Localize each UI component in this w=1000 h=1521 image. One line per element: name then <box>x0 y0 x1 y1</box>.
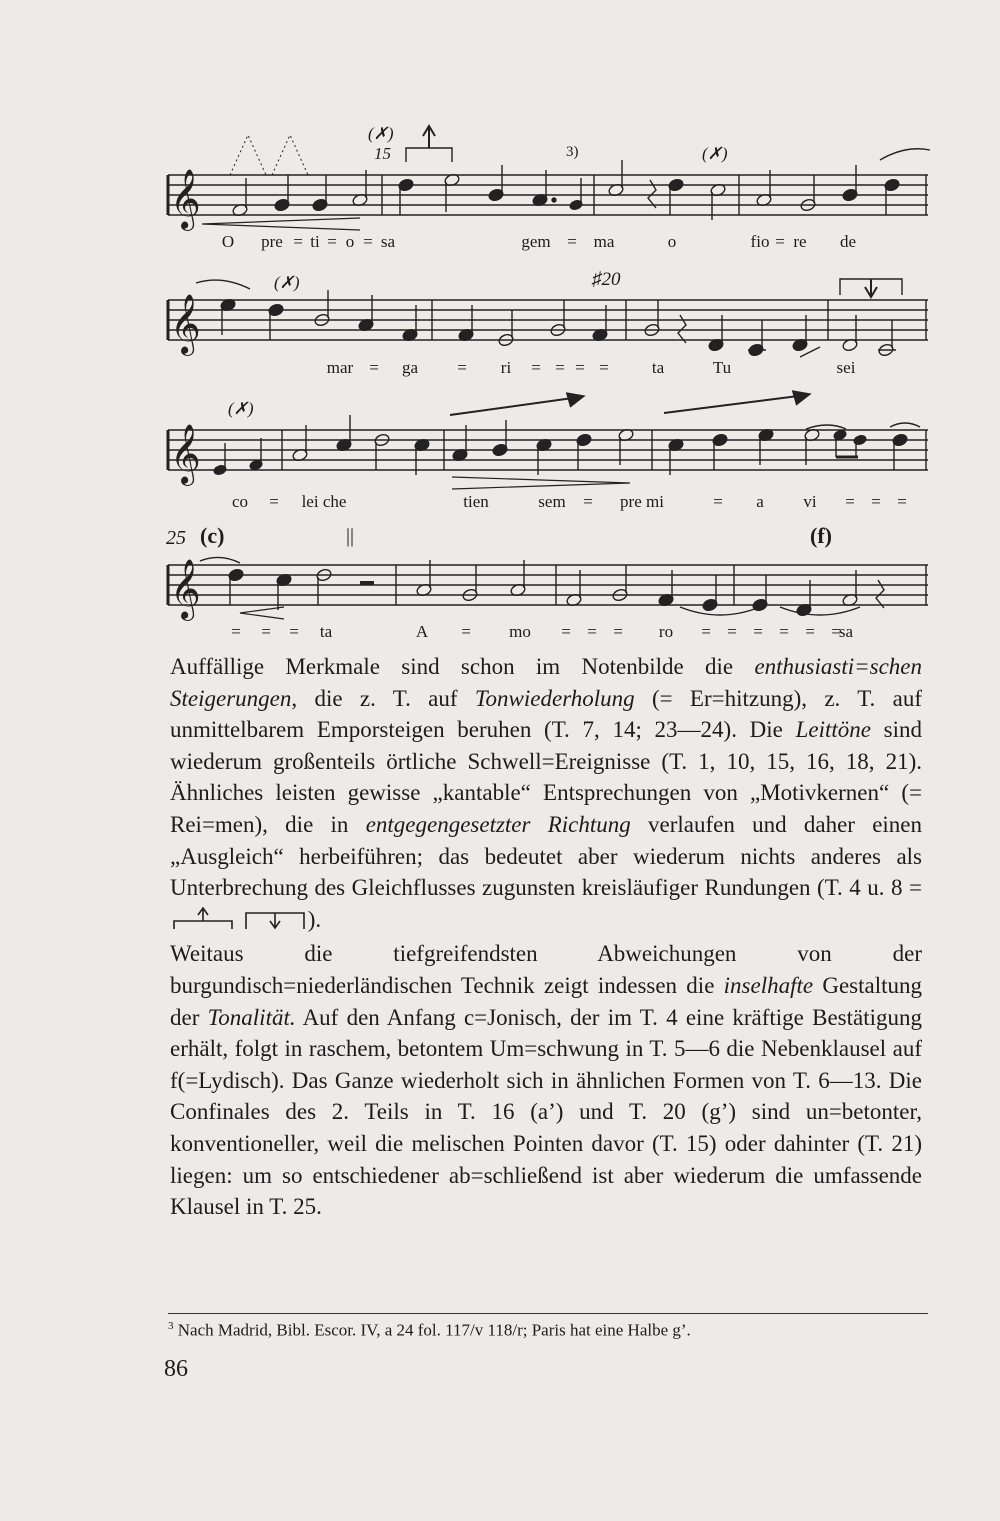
footnote <box>168 1313 928 1341</box>
text-run: , die z. T. auf <box>291 685 475 711</box>
staff-1-notation <box>160 120 930 240</box>
staff-3-notation <box>160 385 930 505</box>
text-run: (= Er=hitzung), z. T. auf unmittelbarem Emporsteigen beruhen (T. 7, 14; 23—24). Die <box>170 685 922 743</box>
lyric-syllable: = <box>369 358 379 377</box>
lyric-syllable: = <box>231 622 241 641</box>
footnote-text: Nach Madrid, Bibl. Escor. IV, a 24 fol. 117/v 118/r; Paris hat eine Halbe g’. <box>177 1320 691 1340</box>
lyric-syllable: gem <box>521 232 551 251</box>
music-system-3 <box>160 385 930 511</box>
text-run: ). <box>307 906 322 932</box>
lyric-syllable: mo <box>509 622 531 641</box>
double-barline-mark: || <box>346 525 355 547</box>
text-run: Auf den Anfang c=Jonisch, der im T. 4 eine kräftige Bestätigung erhält, folgt in raschem, betontem Um=schwung in T. 5—6 die Nebenklausel auf f(=Lydisch). Das Ganze wiederholt sich in ähnlichen Formen von T. 6—13. Die Confinales des 2. Teils in T. 16 (a’) und T. 20 (g’) sind un=betonter, konventioneller, weil die melischen Pointen davor (T. 15) oder dahinter (T. 21) liegen: um so entschiedener ab=schließend ist aber wiederum die umfassende Klausel in T. 25. <box>170 1004 923 1220</box>
lyric-syllable: tien <box>463 492 489 511</box>
lyrics-line-2 <box>160 358 930 384</box>
lyric-syllable: = <box>269 492 279 511</box>
lyric-syllable: = <box>701 622 711 641</box>
svg-text:𝄞: 𝄞 <box>170 169 201 229</box>
lyric-syllable: o <box>667 232 677 251</box>
lyric-syllable: pre mi <box>620 492 664 511</box>
emphasis: Tonalität. <box>207 1004 296 1030</box>
svg-text:𝄞: 𝄞 <box>170 424 201 484</box>
footnote-ref-mark: (✗) <box>368 124 394 143</box>
lyric-syllable: sem <box>538 492 566 511</box>
lyric-syllable: = <box>753 622 763 641</box>
lyric-syllable: = <box>555 358 565 377</box>
body-text <box>170 651 922 1223</box>
lyric-syllable: ta <box>319 622 333 641</box>
lyric-syllable: = <box>805 622 815 641</box>
lyric-syllable: ro <box>658 622 674 641</box>
lyric-syllable: = <box>561 622 571 641</box>
lyric-syllable: A <box>415 622 429 641</box>
label-c: (c) <box>200 523 225 548</box>
lyric-syllable: = <box>775 232 785 251</box>
footnote-marker: 3 <box>168 1320 174 1332</box>
text-run: Weitaus die tiefgreifendsten Abweichungen von der burgundisch=niederländischen Technik zeigt indessen die <box>170 941 922 998</box>
lyric-syllable: = <box>327 232 337 251</box>
svg-text:𝄞: 𝄞 <box>170 559 201 619</box>
emphasis: inselhafte <box>723 972 814 998</box>
lyric-syllable: lei che <box>301 492 347 511</box>
measure-number: 25 <box>166 527 186 549</box>
text-run: Auffällige Merkmale sind schon im Notenbilde die <box>170 654 755 679</box>
lyric-syllable: = <box>871 492 881 511</box>
paragraph-1 <box>170 651 922 935</box>
measure-number: 15 <box>374 144 391 163</box>
text-run: sind wiederum großenteils örtliche Schwell=Ereignisse (T. 1, 10, 15, 16, 18, 21). Ähnliches leisten gewisse „kantable“ Entsprechungen von „Motivkernen“ (= Rei=men), die in <box>170 717 922 837</box>
lyric-syllable: ti <box>310 232 320 251</box>
label-f: (f) <box>810 523 832 548</box>
lyric-syllable: O <box>221 232 235 251</box>
lyric-syllable: = <box>845 492 855 511</box>
text-run: verlaufen und daher einen „Ausgleich“ herbeiführen; das bedeutet aber wiederum nichts anderes als Unterbrechung des Gleichflusses zugunsten kreisläufiger Rundungen (T. 4 u. 8 = <box>170 811 923 901</box>
lyric-syllable: = <box>713 492 723 511</box>
lyric-syllable: vi <box>803 492 817 511</box>
lyric-syllable: mar <box>326 358 354 377</box>
emphasis: entgegengesetzter Richtung <box>365 811 631 837</box>
lyric-syllable: Tu <box>712 358 732 377</box>
lyric-syllable: o <box>345 232 355 251</box>
emphasis: Leittöne <box>795 717 871 743</box>
lyric-syllable: sei <box>836 358 856 377</box>
lyric-syllable: = <box>461 622 471 641</box>
paragraph-2 <box>170 938 922 1222</box>
lyric-syllable: sa <box>380 232 396 251</box>
music-system-2 <box>160 255 930 375</box>
text-run: Gestaltung der <box>170 972 922 1030</box>
lyric-syllable: = <box>289 622 299 641</box>
lyric-syllable: = <box>587 622 597 641</box>
lyric-syllable: fio <box>750 232 770 251</box>
lyric-syllable: ta <box>651 358 665 377</box>
x-mark: (✗) <box>274 273 300 292</box>
up-arrow-bracket-icon <box>170 907 236 931</box>
lyric-syllable: = <box>457 358 467 377</box>
page-number: 86 <box>164 1356 188 1382</box>
lyric-syllable: = <box>779 622 789 641</box>
music-system-1 <box>160 120 930 251</box>
lyric-syllable: = <box>531 358 541 377</box>
lyric-syllable: = <box>599 358 609 377</box>
lyric-syllable: = <box>567 232 577 251</box>
lyric-syllable: de <box>839 232 857 251</box>
music-system-4 <box>160 515 930 641</box>
lyric-syllable: = <box>583 492 593 511</box>
lyric-syllable: re <box>793 232 807 251</box>
lyrics-line-4 <box>160 622 930 648</box>
lyric-syllable: = <box>897 492 907 511</box>
down-arrow-bracket-icon <box>242 907 308 931</box>
lyric-syllable: = <box>261 622 271 641</box>
lyric-syllable: = <box>293 232 303 251</box>
emphasis: Tonwiederholung <box>474 685 635 711</box>
measure-number: ♯20 <box>592 269 621 290</box>
x-mark: (✗) <box>702 144 728 163</box>
lyric-syllable: = <box>727 622 737 641</box>
svg-text:𝄞: 𝄞 <box>170 294 201 354</box>
lyric-syllable: a <box>756 492 764 511</box>
lyric-syllable: = <box>613 622 623 641</box>
footnote-ref-mark: 3) <box>566 144 579 160</box>
lyric-syllable: = <box>575 358 585 377</box>
lyric-syllable: ma <box>593 232 615 251</box>
emphasis: enthusiasti=schen Steigerungen <box>170 654 922 711</box>
lyric-syllable: = <box>363 232 373 251</box>
lyric-syllable: co <box>231 492 249 511</box>
lyric-syllable: sa <box>838 622 854 641</box>
lyric-syllable: ga <box>401 358 419 377</box>
lyric-syllable: = <box>831 622 841 641</box>
lyric-syllable: ri <box>500 358 512 377</box>
lyric-syllable: pre <box>261 232 283 251</box>
x-mark: (✗) <box>228 399 254 418</box>
